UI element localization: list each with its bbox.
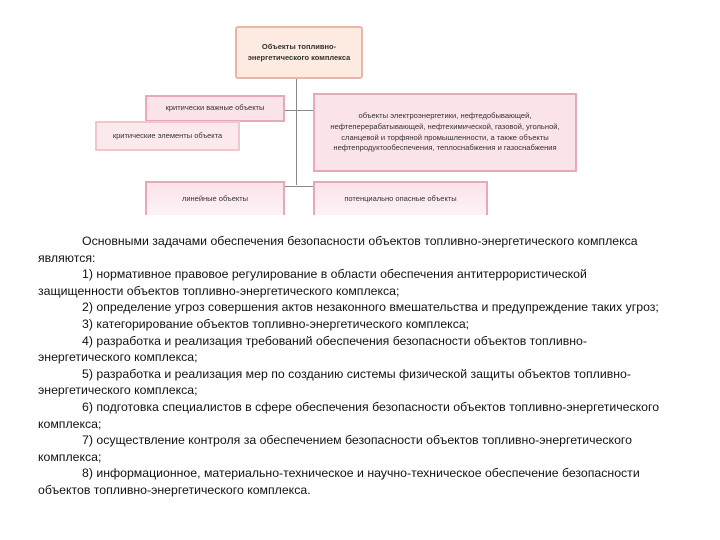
list-item: 8) информационное, материально-техническое и научно-техническое обеспечение безопасности объектов топливно-энергетического комплекса. bbox=[38, 466, 640, 497]
linear-objects-label: линейные объекты bbox=[181, 193, 249, 203]
root-box bbox=[235, 26, 363, 79]
hazardous-objects-label: потенциально опасные объекты bbox=[344, 193, 457, 203]
energy-objects-box bbox=[313, 93, 577, 172]
org-diagram bbox=[0, 0, 720, 220]
connector-root-down bbox=[296, 79, 297, 185]
list-item: 6) подготовка специалистов в сфере обеспечения безопасности объектов топливно-энергетического комплекса; bbox=[38, 399, 660, 431]
list-item: 5) разработка и реализация мер по созданию системы физической защиты объектов топливно-энергетического комплекса; bbox=[38, 366, 631, 398]
critical-objects-box bbox=[145, 95, 285, 122]
critical-elements-label: критические элементы объекта bbox=[112, 130, 223, 140]
tasks-text bbox=[38, 233, 670, 499]
energy-objects-label: объекты электроэнергетики, нефтедобывающей, нефтеперерабатывающей, нефтехимической, газовой, угольной, сланцевой и торфяной промышленности, а также объекты нефтепродуктообеспечения, теплоснабжения и газоснабжения bbox=[330, 111, 560, 153]
connector-top-horizontal bbox=[284, 110, 314, 111]
list-item: 4) разработка и реализация требований обеспечения безопасности объектов топливно-энергетического комплекса; bbox=[38, 333, 587, 365]
hazardous-objects-box bbox=[313, 181, 488, 215]
list-item: 1) нормативное правовое регулирование в области обеспечения антитеррористической защищенности объектов топливно-энергетического комплекса; bbox=[38, 267, 587, 298]
list-item: 7) осуществление контроля за обеспечением безопасности объектов топливно-энергетического комплекса; bbox=[38, 433, 632, 464]
critical-objects-label: критически важные объекты bbox=[165, 103, 265, 113]
connector-bottom-horizontal bbox=[284, 186, 314, 187]
linear-objects-box bbox=[145, 181, 285, 215]
list-item: 3) категорирование объектов топливно-энергетического комплекса; bbox=[82, 316, 470, 331]
list-item: 2) определение угроз совершения актов незаконного вмешательства и предупреждение таких угроз; bbox=[82, 300, 659, 315]
root-label: Объекты топливно-энергетического комплекса bbox=[247, 42, 351, 62]
intro-paragraph: Основными задачами обеспечения безопасности объектов топливно-энергетического комплекса являются: bbox=[38, 234, 638, 265]
critical-elements-box bbox=[95, 121, 240, 151]
